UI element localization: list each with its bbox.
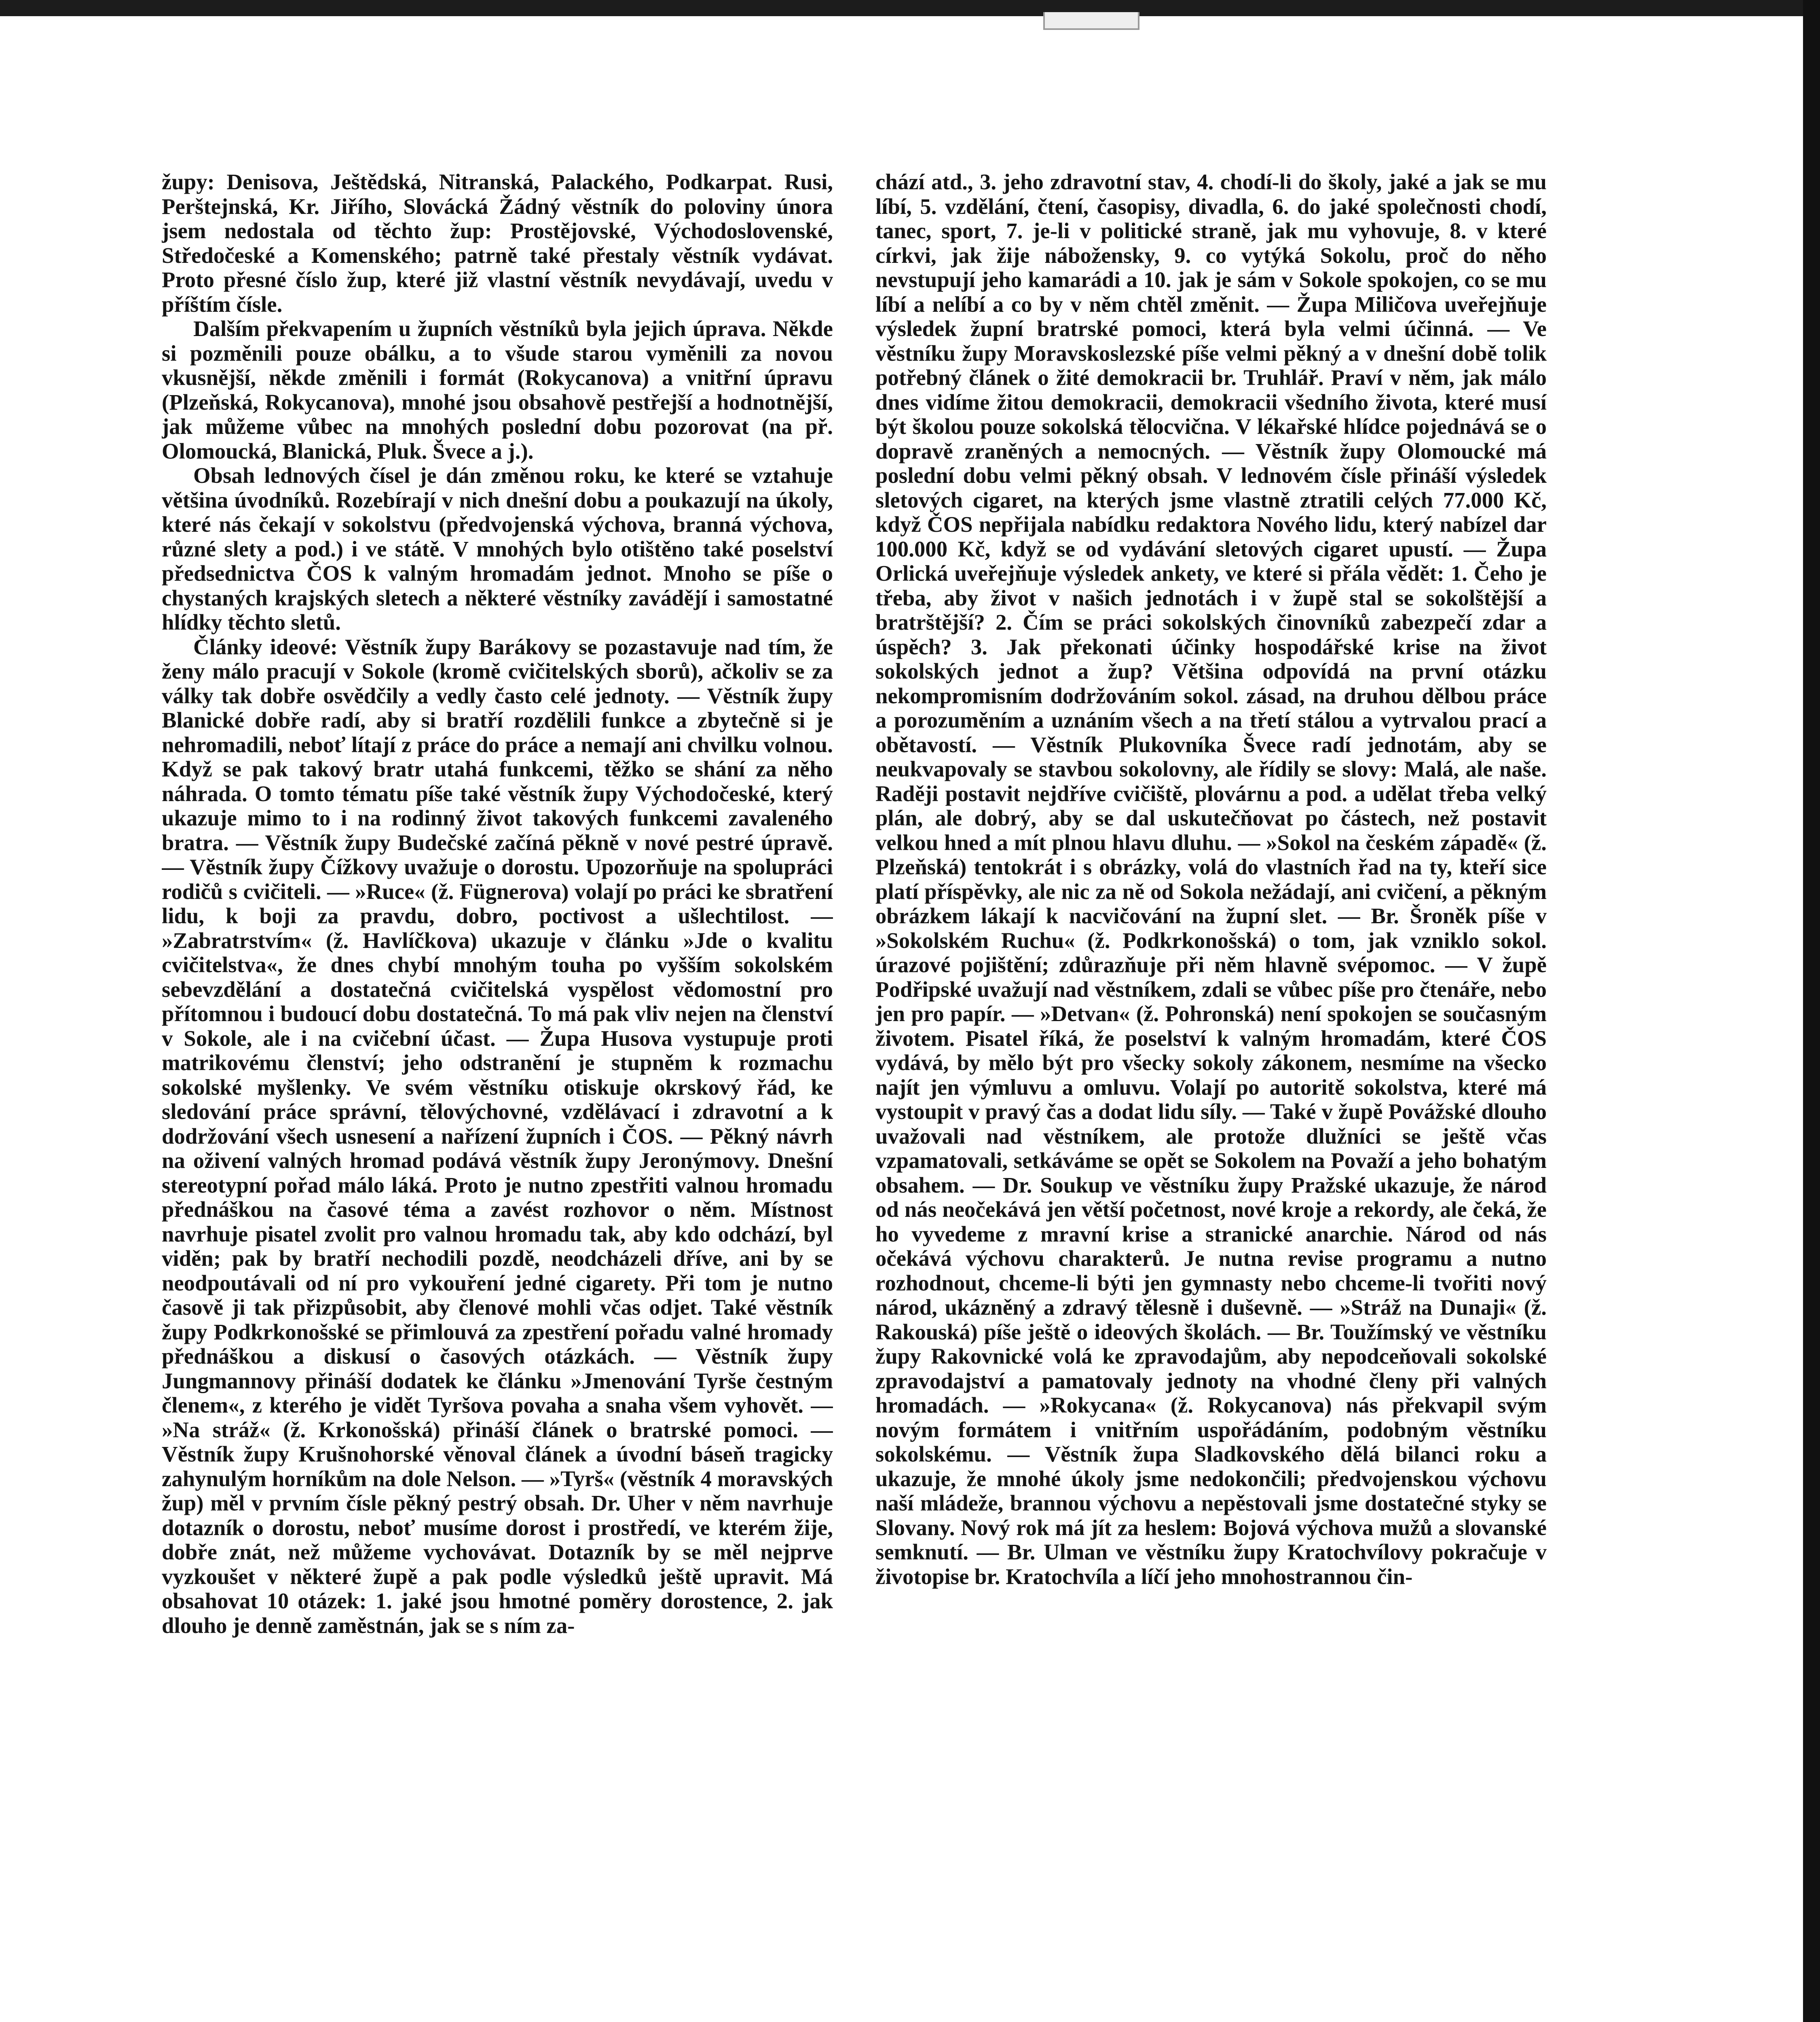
scan-border-top — [0, 0, 1820, 16]
scan-border-right — [1803, 0, 1820, 2022]
paragraph: župy: Denisova, Ještědská, Nitranská, Palackého, Podkarpat. Rusi, Perštejnská, Kr. Jiřího, Slovácká Žádný věstník do poloviny února jsem nedostala od těchto žup: Prostějovské, Východoslovenské, Středočeské a Komenského; patrně také přestaly věstník vydávat. Proto přesné číslo žup, které již vlastní věstník nevydávají, uvedu v příštím čísle. — [162, 170, 833, 317]
right-text-column — [875, 170, 1547, 1885]
paragraph: Dalším překvapením u župních věstníků byla jejich úprava. Někde si pozměnili pouze obálku, a to všude starou vyměnili za novou vkusnější, někde změnili i formát (Rokycanova) a vnitřní úpravu (Plzeňská, Rokycanova), mnohé jsou obsahově pestřejší a hodnotnější, jak můžeme vůbec na mnohých poslední dobu pozorovat (na př. Olomoucká, Blanická, Pluk. Švece a j.). — [162, 316, 833, 463]
binding-tab-mark — [1043, 12, 1139, 30]
paragraph: Obsah lednových čísel je dán změnou roku, ke které se vztahuje většina úvodníků. Rozebírají v nich dnešní dobu a poukazují na úkoly, které nás čekají v sokolstvu (předvojenská výchova, branná výchova, různé slety a pod.) i ve státě. V mnohých bylo otištěno také poselství předsednictva ČOS k valným hromadám jednot. Mnoho se píše o chystaných krajských sletech a některé věstníky zavádějí i samostatné hlídky těchto sletů. — [162, 463, 833, 635]
left-text-column — [162, 170, 833, 1885]
paragraph: Články ideové: Věstník župy Barákovy se pozastavuje nad tím, že ženy málo pracují v Sokole (kromě cvičitelských sborů), ačkoliv se za války tak dobře osvědčily a vedly často celé jednoty. — Věstník župy Blanické dobře radí, aby si bratří rozdělili funkce a zbytečně si je nehromadili, neboť lítají z práce do práce a nemají ani chvilku volnou. Když se pak takový bratr utahá funkcemi, těžko se shání za něho náhrada. O tomto tématu píše také věstník župy Východočeské, který ukazuje mimo to i na rodinný život takových funkcemi zavaleného bratra. — Věstník župy Budečské začíná pěkně v nové pestré úpravě. — Věstník župy Čížkovy uvažuje o dorostu. Upozorňuje na spolupráci rodičů s cvičiteli. — »Ruce« (ž. Fügnerova) volají po práci ke sbratření lidu, k boji za pravdu, dobro, poctivost a ušlechtilost. — »Zabratrstvím« (ž. Havlíčkova) ukazuje v článku »Jde o kvalitu cvičitelstva«, že dnes chybí mnohým touha po vyšším sokolském sebevzdělání a dostatečná cvičitelská vyspělost vědomostní pro přítomnou i budoucí dobu dostatečná. To má pak vliv nejen na členství v Sokole, ale i na cvičební účast. — Župa Husova vystupuje proti matrikovému členství; jeho odstranění je stupněm k rozmachu sokolské myšlenky. Ve svém věstníku otiskuje okrskový řád, ke sledování práce správní, tělovýchovné, vzdělávací i zdravotní a k dodržování všech usnesení a nařízení župních i ČOS. — Pěkný návrh na oživení valných hromad podává věstník župy Jeronýmovy. Dnešní stereotypní pořad málo láká. Proto je nutno zpestřiti valnou hromadu přednáškou na časové téma a zavést rozhovor o něm. Místnost navrhuje pisatel zvolit pro valnou hromadu tak, aby kdo odchází, byl viděn; pak by bratří nechodili pozdě, neodcházeli dříve, ani by se neodpoutávali od ní pro vykouření jedné cigarety. Při tom je nutno časově ji tak přizpůsobit, aby členové mohli včas odjet. Také věstník župy Podkrkonošské se přimlouvá za zpestření pořadu valné hromady přednáškou a diskusí o časových otázkách. — Věstník župy Jungmannovy přináší dodatek ke článku »Jmenování Tyrše čestným členem«, z kterého je vidět Tyršova povaha a snaha všem vyhovět. — »Na stráž« (ž. Krkonošská) přináší článek o bratrské pomoci. — Věstník župy Krušnohorské věnoval článek a úvodní báseň tragicky zahynulým horníkům na dole Nelson. — »Tyrš« (věstník 4 moravských žup) měl v prvním čísle pěkný pestrý obsah. Dr. Uher v něm navrhuje dotazník o dorostu, neboť musíme dorost i prostředí, ve kterém žije, dobře znát, než můžeme vychovávat. Dotazník by se měl nejprve vyzkoušet v některé župě a pak podle výsledků ještě upravit. Má obsahovat 10 otázek: 1. jaké jsou hmotné poměry dorostence, 2. jak dlouho je denně zaměstnán, jak se s ním za- — [162, 634, 833, 1638]
paragraph: chází atd., 3. jeho zdravotní stav, 4. chodí-li do školy, jaké a jak se mu líbí, 5. vzdělání, čtení, časopisy, divadla, 6. do jaké společnosti chodí, tanec, sport, 7. je-li v politické straně, jak mu vyhovuje, 8. v které církvi, jak žije nábožensky, 9. co vytýká Sokolu, proč do něho nevstupují jeho kamarádi a 10. jak je sám v Sokole spokojen, co se mu líbí a nelíbí a co by v něm chtěl změnit. — Župa Miličova uveřejňuje výsledek župní bratrské pomoci, která byla velmi účinná. — Ve věstníku župy Moravskoslezské píše velmi pěkný a v dnešní době tolik potřebný článek o žité demokracii br. Truhlář. Praví v něm, jak málo dnes vidíme žitou demokracii, demokracii všedního života, které musí být školou pouze sokolská tělocvična. V lékařské hlídce pojednává se o dopravě zraněných a nemocných. — Věstník župy Olomoucké má poslední dobu velmi pěkný obsah. V lednovém čísle přináší výsledek sletových cigaret, na kterých jsme vlastně ztratili celých 77.000 Kč, když ČOS nepřijala nabídku redaktora Nového lidu, který nabízel dar 100.000 Kč, když se od vydávání sletových cigaret upustí. — Župa Orlická uveřejňuje výsledek ankety, ve které si přála vědět: 1. Čeho je třeba, aby život v našich jednotách i v župě stal se sokolštější a bratrštější? 2. Čím se práci sokolských činovníků zabezpečí zdar a úspěch? 3. Jak překonati účinky hospodářské krise na život sokolských jednot a žup? Většina odpovídá na první otázku nekompromisním dodržováním sokol. zásad, na druhou dělbou práce a porozuměním a uznáním všech a na třetí stálou a vytrvalou prací a obětavostí. — Věstník Plukovníka Švece radí jednotám, aby se neukvapovaly se stavbou sokolovny, ale řídily se slovy: Malá, ale naše. Raději postavit nejdříve cvičiště, plovárnu a pod. a udělat třeba velký plán, ale dobrý, aby se dal uskutečňovat po částech, než postavit velkou hned a mít plnou hlavu dluhu. — »Sokol na českém západě« (ž. Plzeňská) tentokrát i s obrázky, volá do vlastních řad na ty, kteří sice platí příspěvky, ale nic za ně od Sokola nežádají, ani cvičení, a pěkným obrázkem lákají k nacvičování na župní slet. — Br. Šroněk píše v »Sokolském Ruchu« (ž. Podkrkonošská) o tom, jak vzniklo sokol. úrazové pojištění; zdůrazňuje při něm hlavně svépomoc. — V župě Podřipské uvažují nad věstníkem, zdali se vůbec píše pro čtenáře, nebo jen pro papír. — »Detvan« (ž. Pohronská) není spokojen se současným životem. Pisatel říká, že poselství k valným hromadám, které ČOS vydává, by mělo být pro všecky sokoly zákonem, nesmíme na všecko najít jen výmluvu a omluvu. Volají po autoritě sokolstva, které má vystoupit v pravý čas a dodat lidu síly. — Také v župě Povážské dlouho uvažovali nad věstníkem, ale protože dlužníci se ještě včas vzpamatovali, setkáváme se opět se Sokolem na Považí a jeho bohatým obsahem. — Dr. Soukup ve věstníku župy Pražské ukazuje, že národ od nás neočekává jen větší početnost, nové kroje a rekordy, ale čeká, že ho vyvedeme z mravní krise a stranické anarchie. Národ od nás očekává výchovu charakterů. Je nutna revise programu a nutno rozhodnout, chceme-li býti jen gymnasty nebo chceme-li tvořiti nový národ, ukázněný a zdravý tělesně i duševně. — »Stráž na Dunaji« (ž. Rakouská) píše ještě o ideových školách. — Br. Toužímský ve věstníku župy Rakovnické volá ke zpravodajům, aby nepodceňovali sokolské zpravodajství a pamatovaly jednoty na vhodné členy při valných hromadách. — »Rokycana« (ž. Rokycanova) nás překvapil svým novým formátem i vnitřním uspořádáním, podobným věstníku sokolskému. — Věstník župa Sladkovského dělá bilanci roku a ukazuje, že mnohé úkoly jsme nedokončili; předvojenskou výchovu naší mládeže, brannou výchovu a nepěstovali jsme dostatečné styky se Slovany. Nový rok má jít za heslem: Bojová výchova mužů a slovanské semknutí. — Br. Ulman ve věstníku župy Kratochvílovy pokračuje v životopise br. Kratochvíla a líčí jeho mnohostrannou čin- — [875, 170, 1547, 1589]
